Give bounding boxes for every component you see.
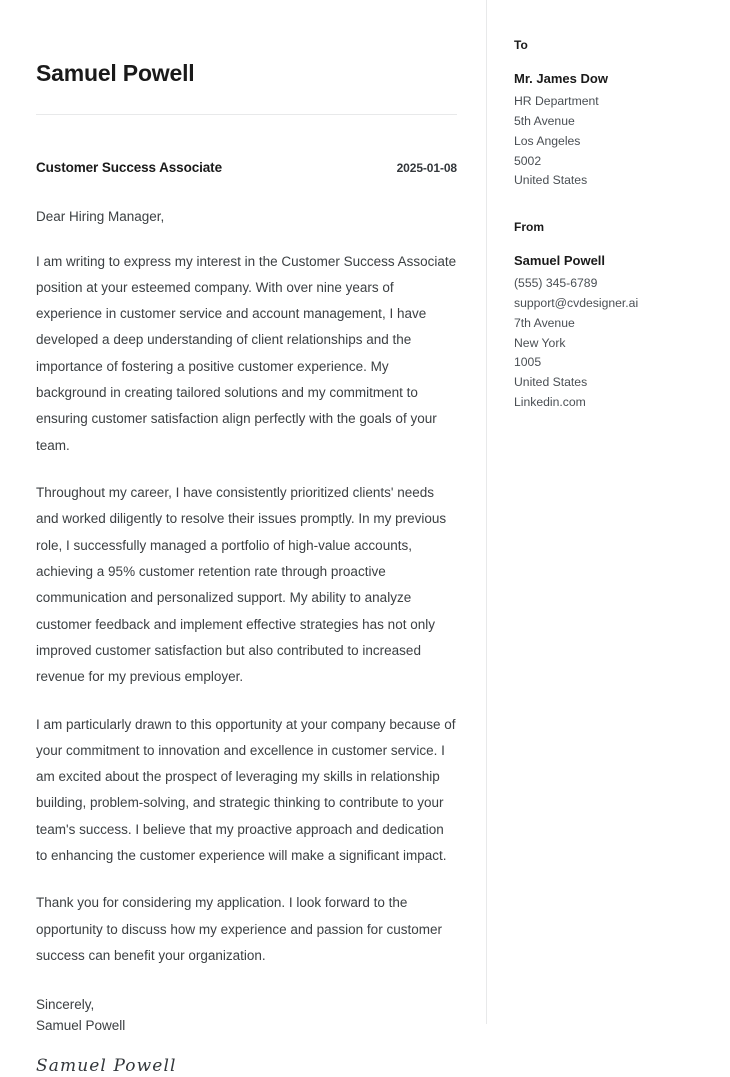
body-paragraph: I am writing to express my interest in the Customer Success Associate position at your esteemed company. With over nine years of experience in customer service and account management, I have developed a deep understanding of client relationships and the importance of fostering a positive customer experience. My background in creating tailored solutions and my commitment to ensuring customer satisfaction align perfectly with the goals of your team. (36, 253, 457, 453)
address-line: United States (514, 375, 588, 390)
letter-date: 2025-01-08 (396, 160, 457, 175)
sender-label: From (514, 220, 544, 235)
header-divider (36, 114, 457, 115)
address-line: 5th Avenue (514, 114, 575, 129)
address-line: United States (514, 173, 588, 188)
recipient-label: To (514, 38, 528, 52)
recipient-name: Mr. James Dow (514, 70, 608, 86)
closing-block (36, 995, 457, 1037)
column-divider (486, 0, 487, 1024)
page-title: Samuel Powell (36, 60, 195, 86)
address-line: Los Angeles (514, 133, 581, 148)
signature: Samuel Powell (36, 1056, 177, 1077)
address-line: 7th Avenue (514, 315, 575, 330)
address-line: 1005 (514, 355, 542, 370)
sender-block (514, 191, 714, 413)
address-line: New York (514, 335, 566, 350)
body-paragraph: Throughout my career, I have consistently prioritized clients' needs and worked diligently to resolve their issues promptly. In my previous role, I successfully managed a portfolio of high-value accounts, achieving a 95% customer retention rate through proactive communication and personalized support. My ability to analyze customer feedback and implement effective strategies has not only improved customer satisfaction but also contributed to increased revenue for my previous employer. (36, 485, 447, 685)
title-date-row (36, 160, 457, 175)
closing-salutation: Sincerely, (36, 997, 95, 1013)
address-line: HR Department (514, 94, 599, 109)
sender-details (514, 274, 714, 412)
contact-column (514, 0, 714, 413)
body-paragraph: Thank you for considering my application. I look forward to the opportunity to discuss how my experience and passion for customer success can benefit your organization. (36, 895, 442, 964)
linkedin-link[interactable]: Linkedin.com (514, 395, 586, 410)
job-title: Customer Success Associate (36, 159, 222, 175)
salutation: Dear Hiring Manager, (36, 208, 165, 224)
email-address[interactable]: support@cvdesigner.ai (514, 296, 639, 311)
closing-name: Samuel Powell (36, 1018, 126, 1034)
phone-number: (555) 345-6789 (514, 276, 598, 291)
body-paragraph: I am particularly drawn to this opportunity at your company because of your commitment to innovation and excellence in customer service. I am excited about the prospect of leveraging my skills in relationship building, problem-solving, and strategic thinking to contribute to your team's success. I believe that my proactive approach and dedication to enhancing the customer experience will make a significant impact. (36, 716, 456, 864)
recipient-block (514, 0, 714, 191)
letter-column (36, 0, 457, 1077)
sender-name: Samuel Powell (514, 252, 606, 268)
address-line: 5002 (514, 153, 542, 168)
recipient-address (514, 92, 714, 191)
